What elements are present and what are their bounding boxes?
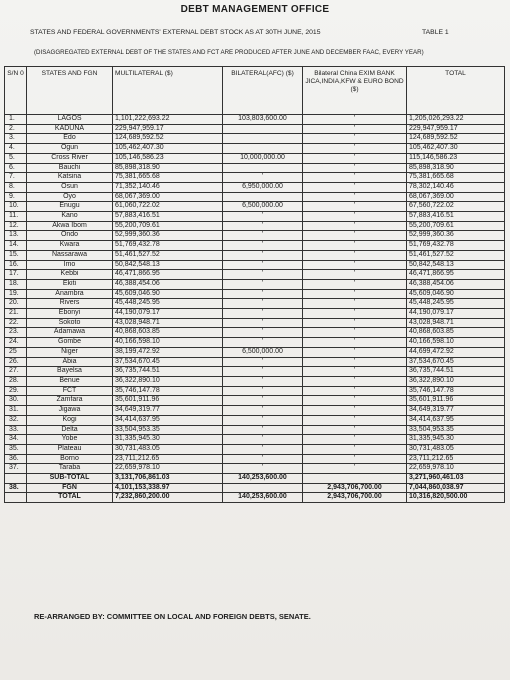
cell-total: 105,462,407.30 [407, 144, 505, 154]
cell-bi: ' [223, 435, 303, 445]
table-row [5, 163, 505, 173]
cell-sn: 21. [5, 309, 27, 319]
cell-sn: 34. [5, 435, 27, 445]
cell-multi: 36,322,890.10 [113, 376, 223, 386]
cell-china: 2,943,706,700.00 [303, 483, 407, 493]
cell-china: ' [303, 173, 407, 183]
cell-bi: ' [223, 289, 303, 299]
cell-china: ' [303, 454, 407, 464]
cell-china: ' [303, 464, 407, 474]
total-row [5, 493, 505, 503]
cell-sn: 30. [5, 396, 27, 406]
cell-sn: 11. [5, 212, 27, 222]
cell-total: 115,146,586.23 [407, 153, 505, 163]
cell-total: 31,335,945.30 [407, 435, 505, 445]
cell-state: Abia [27, 357, 113, 367]
cell-multi: 40,868,603.85 [113, 328, 223, 338]
cell-state: TOTAL [27, 493, 113, 503]
cell-bi: 6,500,000.00 [223, 202, 303, 212]
cell-multi: 34,414,637.95 [113, 415, 223, 425]
cell-bi: ' [223, 221, 303, 231]
cell-state: Yobe [27, 435, 113, 445]
cell-sn: 7. [5, 173, 27, 183]
cell-china: ' [303, 338, 407, 348]
cell-total: 36,322,890.10 [407, 376, 505, 386]
table-row [5, 134, 505, 144]
cell-total: 22,659,978.10 [407, 464, 505, 474]
cell-china: ' [303, 376, 407, 386]
cell-china: ' [303, 231, 407, 241]
cell-total: 3,271,960,461.03 [407, 474, 505, 484]
cell-multi: 22,659,978.10 [113, 464, 223, 474]
cell-state: Oyo [27, 192, 113, 202]
cell-china: ' [303, 241, 407, 251]
cell-bi: ' [223, 299, 303, 309]
cell-total: 10,316,820,500.00 [407, 493, 505, 503]
cell-state: FCT [27, 386, 113, 396]
cell-bi: ' [223, 444, 303, 454]
cell-china: ' [303, 144, 407, 154]
table-row [5, 173, 505, 183]
cell-total: 1,205,026,293.22 [407, 115, 505, 125]
table-body [5, 115, 505, 503]
cell-bi [223, 134, 303, 144]
cell-state: Kogi [27, 415, 113, 425]
cell-total: 78,302,140.46 [407, 182, 505, 192]
cell-china: ' [303, 328, 407, 338]
cell-china: ' [303, 250, 407, 260]
cell-state: Kebbi [27, 270, 113, 280]
table-row [5, 338, 505, 348]
cell-total: 37,534,670.45 [407, 357, 505, 367]
cell-state: Sokoto [27, 318, 113, 328]
cell-china: ' [303, 279, 407, 289]
cell-total: 7,044,860,038.97 [407, 483, 505, 493]
cell-state: KADUNA [27, 124, 113, 134]
debt-table [4, 66, 505, 503]
col-header-total: TOTAL [407, 67, 505, 115]
cell-sn: 5. [5, 153, 27, 163]
cell-state: Niger [27, 347, 113, 357]
cell-sn: 35. [5, 444, 27, 454]
cell-bi: 6,500,000.00 [223, 347, 303, 357]
table-label: TABLE 1 [422, 29, 449, 36]
cell-total: 34,414,637.95 [407, 415, 505, 425]
col-header-sn: S/N 0 [5, 67, 27, 115]
cell-total: 46,471,866.95 [407, 270, 505, 280]
document-note: (DISAGGREGATED EXTERNAL DEBT OF THE STATES AND FCT ARE PRODUCED AFTER JUNE AND DECEMBER FAAC, EVERY YEAR) [34, 49, 424, 56]
table-row [5, 124, 505, 134]
cell-multi: 35,746,147.78 [113, 386, 223, 396]
cell-china: ' [303, 221, 407, 231]
cell-total: 50,842,548.13 [407, 260, 505, 270]
cell-bi: ' [223, 270, 303, 280]
cell-multi: 43,028,948.71 [113, 318, 223, 328]
table-row [5, 231, 505, 241]
cell-state: Ondo [27, 231, 113, 241]
cell-china: ' [303, 367, 407, 377]
cell-total: 51,769,432.78 [407, 241, 505, 251]
table-row [5, 464, 505, 474]
table-row [5, 144, 505, 154]
cell-multi: 105,462,407.30 [113, 144, 223, 154]
cell-total: 44,699,472.92 [407, 347, 505, 357]
cell-total: 46,388,454.06 [407, 279, 505, 289]
cell-sn: 12. [5, 221, 27, 231]
table-row [5, 318, 505, 328]
cell-multi: 46,471,866.95 [113, 270, 223, 280]
cell-multi: 51,461,527.52 [113, 250, 223, 260]
cell-state: Akwa Ibom [27, 221, 113, 231]
table-row [5, 202, 505, 212]
cell-multi: 3,131,706,861.03 [113, 474, 223, 484]
cell-multi: 38,199,472.92 [113, 347, 223, 357]
cell-bi: ' [223, 279, 303, 289]
col-header-bilateral: BILATERAL(AFC) ($) [223, 67, 303, 115]
cell-state: Jigawa [27, 406, 113, 416]
cell-sn: 14. [5, 241, 27, 251]
cell-total: 35,746,147.78 [407, 386, 505, 396]
table-row [5, 182, 505, 192]
table-row [5, 406, 505, 416]
cell-bi: ' [223, 212, 303, 222]
cell-state: Plateau [27, 444, 113, 454]
cell-multi: 1,101,222,693.22 [113, 115, 223, 125]
cell-bi: ' [223, 415, 303, 425]
table-row [5, 250, 505, 260]
cell-state: Benue [27, 376, 113, 386]
cell-multi: 30,731,483.05 [113, 444, 223, 454]
cell-china: ' [303, 192, 407, 202]
cell-sn: 1. [5, 115, 27, 125]
cell-china: ' [303, 260, 407, 270]
cell-bi: ' [223, 173, 303, 183]
cell-china: ' [303, 134, 407, 144]
cell-china: ' [303, 124, 407, 134]
cell-multi: 34,649,319.77 [113, 406, 223, 416]
table-row [5, 376, 505, 386]
table-row [5, 415, 505, 425]
cell-sn: 22. [5, 318, 27, 328]
cell-sn: 36. [5, 454, 27, 464]
cell-china: ' [303, 115, 407, 125]
cell-bi: ' [223, 328, 303, 338]
cell-total: 43,028,948.71 [407, 318, 505, 328]
cell-china: ' [303, 444, 407, 454]
cell-bi: 10,000,000.00 [223, 153, 303, 163]
col-header-multilateral: MULTILATERAL ($) [113, 67, 223, 115]
document-title: DEBT MANAGEMENT OFFICE [180, 4, 330, 15]
cell-china: ' [303, 386, 407, 396]
cell-sn: 33. [5, 425, 27, 435]
cell-china: ' [303, 309, 407, 319]
fgn-row [5, 483, 505, 493]
cell-bi: ' [223, 386, 303, 396]
cell-sn: 23. [5, 328, 27, 338]
cell-total: 68,067,369.00 [407, 192, 505, 202]
cell-china: ' [303, 396, 407, 406]
cell-china: ' [303, 347, 407, 357]
cell-multi: 50,842,548.13 [113, 260, 223, 270]
cell-state: Bauchi [27, 163, 113, 173]
table-row [5, 260, 505, 270]
cell-multi: 105,146,586.23 [113, 153, 223, 163]
table-row [5, 115, 505, 125]
cell-multi: 52,999,360.36 [113, 231, 223, 241]
table-row [5, 454, 505, 464]
cell-bi [223, 124, 303, 134]
cell-total: 36,735,744.51 [407, 367, 505, 377]
cell-total: 34,649,319.77 [407, 406, 505, 416]
cell-bi: 103,803,600.00 [223, 115, 303, 125]
cell-china: ' [303, 357, 407, 367]
cell-bi: ' [223, 376, 303, 386]
cell-multi: 31,335,945.30 [113, 435, 223, 445]
cell-sn: 13. [5, 231, 27, 241]
cell-state: Borno [27, 454, 113, 464]
table-row [5, 347, 505, 357]
cell-multi: 55,200,709.61 [113, 221, 223, 231]
cell-state: Delta [27, 425, 113, 435]
cell-china [303, 474, 407, 484]
cell-multi: 4,101,153,338.97 [113, 483, 223, 493]
cell-bi: ' [223, 309, 303, 319]
cell-state: Edo [27, 134, 113, 144]
cell-sn [5, 493, 27, 503]
cell-sn: 26. [5, 357, 27, 367]
table-row [5, 435, 505, 445]
cell-state: Bayelsa [27, 367, 113, 377]
cell-total: 35,601,911.96 [407, 396, 505, 406]
cell-state: Katsina [27, 173, 113, 183]
table-row [5, 153, 505, 163]
cell-sn: 3. [5, 134, 27, 144]
cell-bi: ' [223, 454, 303, 464]
cell-bi [223, 483, 303, 493]
cell-state: SUB-TOTAL [27, 474, 113, 484]
cell-state: Zamfara [27, 396, 113, 406]
cell-bi [223, 144, 303, 154]
cell-sn: 25 [5, 347, 27, 357]
cell-multi: 35,601,911.96 [113, 396, 223, 406]
cell-total: 33,504,953.35 [407, 425, 505, 435]
cell-sn: 27. [5, 367, 27, 377]
cell-state: Ebonyi [27, 309, 113, 319]
cell-total: 51,461,527.52 [407, 250, 505, 260]
cell-bi: ' [223, 464, 303, 474]
table-row [5, 241, 505, 251]
cell-state: Nassarawa [27, 250, 113, 260]
cell-state: Kano [27, 212, 113, 222]
cell-bi: ' [223, 425, 303, 435]
cell-sn: 9. [5, 192, 27, 202]
cell-sn: 2. [5, 124, 27, 134]
cell-china: ' [303, 415, 407, 425]
cell-total: 52,999,360.36 [407, 231, 505, 241]
cell-sn: 20. [5, 299, 27, 309]
table-row [5, 289, 505, 299]
cell-sn: 37. [5, 464, 27, 474]
col-header-states: STATES AND FGN [27, 67, 113, 115]
cell-total: 30,731,483.05 [407, 444, 505, 454]
subtotal-row [5, 474, 505, 484]
cell-bi: 140,253,600.00 [223, 474, 303, 484]
table-row [5, 270, 505, 280]
cell-state: Ogun [27, 144, 113, 154]
cell-total: 124,689,592.52 [407, 134, 505, 144]
table-row [5, 444, 505, 454]
cell-china: ' [303, 182, 407, 192]
footer-note: RE-ARRANGED BY: COMMITTEE ON LOCAL AND FOREIGN DEBTS, SENATE. [34, 612, 311, 621]
table-row [5, 367, 505, 377]
cell-sn: 38. [5, 483, 27, 493]
table-header [5, 67, 505, 115]
cell-sn: 29. [5, 386, 27, 396]
cell-multi: 71,352,140.46 [113, 182, 223, 192]
table-row [5, 357, 505, 367]
cell-china: 2,943,706,700.00 [303, 493, 407, 503]
cell-bi: ' [223, 250, 303, 260]
cell-state: Taraba [27, 464, 113, 474]
cell-total: 23,711,212.65 [407, 454, 505, 464]
cell-china: ' [303, 425, 407, 435]
cell-china: ' [303, 435, 407, 445]
cell-state: Adamawa [27, 328, 113, 338]
cell-state: Kwara [27, 241, 113, 251]
cell-bi: ' [223, 318, 303, 328]
cell-bi: 140,253,600.00 [223, 493, 303, 503]
cell-multi: 36,735,744.51 [113, 367, 223, 377]
cell-bi [223, 163, 303, 173]
cell-china: ' [303, 318, 407, 328]
cell-china: ' [303, 270, 407, 280]
cell-total: 44,190,079.17 [407, 309, 505, 319]
cell-china: ' [303, 212, 407, 222]
cell-sn: 8. [5, 182, 27, 192]
cell-state: Anambra [27, 289, 113, 299]
cell-state: Imo [27, 260, 113, 270]
cell-total: 45,448,245.95 [407, 299, 505, 309]
cell-total: 85,898,318.90 [407, 163, 505, 173]
cell-sn [5, 474, 27, 484]
cell-sn: 4. [5, 144, 27, 154]
cell-total: 40,166,598.10 [407, 338, 505, 348]
cell-sn: 18. [5, 279, 27, 289]
table-row [5, 328, 505, 338]
cell-total: 67,560,722.02 [407, 202, 505, 212]
cell-sn: 16. [5, 260, 27, 270]
cell-bi: 6,950,000.00 [223, 182, 303, 192]
cell-sn: 6. [5, 163, 27, 173]
cell-multi: 85,898,318.90 [113, 163, 223, 173]
cell-multi: 68,067,369.00 [113, 192, 223, 202]
cell-bi [223, 192, 303, 202]
cell-sn: 19. [5, 289, 27, 299]
cell-bi: ' [223, 367, 303, 377]
cell-multi: 7,232,860,200.00 [113, 493, 223, 503]
cell-total: 229,947,959.17 [407, 124, 505, 134]
cell-china: ' [303, 153, 407, 163]
cell-sn: 24. [5, 338, 27, 348]
cell-state: FGN [27, 483, 113, 493]
table-row [5, 192, 505, 202]
document-subtitle: STATES AND FEDERAL GOVERNMENTS' EXTERNAL DEBT STOCK AS AT 30TH JUNE, 2015 [30, 29, 321, 36]
cell-bi: ' [223, 260, 303, 270]
cell-sn: 10. [5, 202, 27, 212]
cell-china: ' [303, 163, 407, 173]
cell-state: Cross River [27, 153, 113, 163]
cell-multi: 23,711,212.65 [113, 454, 223, 464]
cell-multi: 75,381,665.68 [113, 173, 223, 183]
table-row [5, 221, 505, 231]
cell-multi: 33,504,953.35 [113, 425, 223, 435]
cell-multi: 229,947,959.17 [113, 124, 223, 134]
table-row [5, 279, 505, 289]
cell-multi: 61,060,722.02 [113, 202, 223, 212]
table-row [5, 299, 505, 309]
cell-bi: ' [223, 338, 303, 348]
cell-sn: 17. [5, 270, 27, 280]
table-row [5, 396, 505, 406]
cell-state: Enugu [27, 202, 113, 212]
cell-bi: ' [223, 231, 303, 241]
cell-multi: 57,883,416.51 [113, 212, 223, 222]
cell-state: LAGOS [27, 115, 113, 125]
table-row [5, 425, 505, 435]
cell-total: 40,868,603.85 [407, 328, 505, 338]
cell-state: Ekiti [27, 279, 113, 289]
cell-multi: 45,609,046.90 [113, 289, 223, 299]
cell-multi: 51,769,432.78 [113, 241, 223, 251]
cell-china: ' [303, 202, 407, 212]
cell-state: Gombe [27, 338, 113, 348]
cell-state: Rivers [27, 299, 113, 309]
cell-multi: 46,388,454.06 [113, 279, 223, 289]
cell-multi: 37,534,670.45 [113, 357, 223, 367]
cell-sn: 28. [5, 376, 27, 386]
cell-multi: 40,166,598.10 [113, 338, 223, 348]
cell-china: ' [303, 289, 407, 299]
table-row [5, 386, 505, 396]
cell-multi: 45,448,245.95 [113, 299, 223, 309]
cell-total: 57,883,416.51 [407, 212, 505, 222]
cell-multi: 44,190,079.17 [113, 309, 223, 319]
cell-china: ' [303, 299, 407, 309]
cell-state: Osun [27, 182, 113, 192]
cell-sn: 32. [5, 415, 27, 425]
table-row [5, 212, 505, 222]
cell-bi: ' [223, 241, 303, 251]
cell-multi: 124,689,592.52 [113, 134, 223, 144]
cell-sn: 31. [5, 406, 27, 416]
cell-china: ' [303, 406, 407, 416]
cell-sn: 15. [5, 250, 27, 260]
col-header-china: Bilateral China EXIM BANK JICA,INDIA,KFW & EURO BOND ($) [303, 67, 407, 115]
cell-total: 55,200,709.61 [407, 221, 505, 231]
cell-bi: ' [223, 357, 303, 367]
table-row [5, 309, 505, 319]
cell-bi: ' [223, 406, 303, 416]
cell-total: 75,381,665.68 [407, 173, 505, 183]
cell-total: 45,609,046.90 [407, 289, 505, 299]
cell-bi: ' [223, 396, 303, 406]
